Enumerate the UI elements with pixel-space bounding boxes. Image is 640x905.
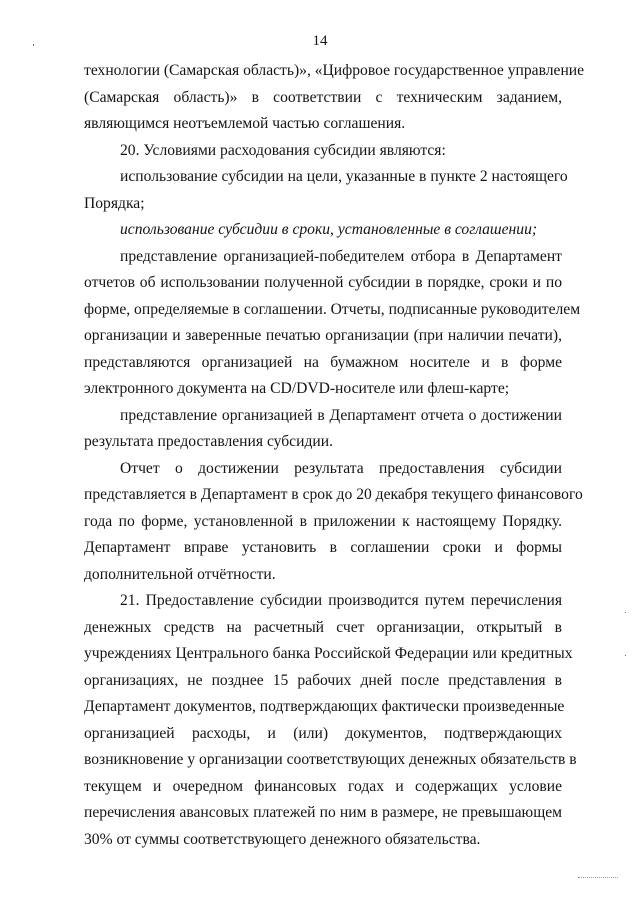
scan-mark bbox=[625, 612, 626, 613]
text-line: использование субсидии на цели, указанные в пункте 2 настоящего bbox=[120, 168, 568, 185]
text-line: отчетов об использовании полученной субсидии в порядке, сроки и по bbox=[84, 274, 562, 291]
text-line: представляется в Департамент в срок до 20 декабря текущего финансового bbox=[84, 486, 583, 503]
text-line: Порядка; bbox=[84, 194, 145, 212]
text-line: Департамент документов, подтверждающих фактически произведенные bbox=[84, 698, 565, 715]
text-line: дополнительной отчётности. bbox=[84, 565, 276, 583]
text-line: года по форме, установленной в приложении к настоящему Порядку. bbox=[84, 512, 562, 530]
scan-edge-rule bbox=[578, 877, 618, 878]
page-number: 14 bbox=[312, 33, 328, 49]
text-line: 21. Предоставление субсидии производится путем перечисления bbox=[120, 592, 562, 609]
text-line: представляются организацией на бумажном носителе и в форме bbox=[84, 353, 562, 371]
text-line: денежных средств на расчетный счет организации, открытый в bbox=[84, 618, 562, 636]
text-line: Департамент вправе установить в соглашении сроки и формы bbox=[84, 539, 562, 556]
text-line: Отчет о достижении результата предоставления субсидии bbox=[120, 459, 562, 477]
scan-mark bbox=[625, 655, 626, 656]
text-line: использование субсидии в сроки, установленные в соглашении; bbox=[120, 221, 538, 238]
text-line: организациях, не позднее 15 рабочих дней после представления в bbox=[84, 671, 562, 689]
text-line: представление организацией-победителем отбора в Департамент bbox=[120, 247, 562, 265]
text-line: результата предоставления субсидии. bbox=[84, 433, 333, 450]
text-line: перечисления авансовых платежей по ним в размере, не превышающем bbox=[84, 804, 562, 821]
text-line: 30% от суммы соответствующего денежного обязательства. bbox=[84, 830, 481, 848]
text-line: технологии (Самарская область)», «Цифровое государственное управление bbox=[84, 62, 585, 79]
text-line: текущем и очередном финансовых годах и содержащих условие bbox=[84, 777, 562, 795]
text-line: организацией расходы, и (или) документов, подтверждающих bbox=[84, 724, 562, 742]
text-line: учреждениях Центрального банка Российской Федерации или кредитных bbox=[84, 645, 573, 662]
document-body bbox=[84, 58, 585, 853]
text-line: электронного документа на CD/DVD-носителе или флеш-карте; bbox=[84, 380, 510, 397]
text-line: организации и заверенные печатью организации (при наличии печати), bbox=[84, 327, 562, 344]
text-line: (Самарская область)» в соответствии с техническим заданием, bbox=[84, 88, 562, 106]
text-line: форме, определяемые в соглашении. Отчеты, подписанные руководителем bbox=[84, 300, 581, 318]
text-line: являющимся неотъемлемой частью соглашения. bbox=[84, 115, 406, 132]
text-line: возникновение у организации соответствующих денежных обязательств в bbox=[84, 751, 577, 768]
text-line: 20. Условиями расходования субсидии являются: bbox=[120, 141, 446, 159]
text-line: представление организацией в Департамент отчета о достижении bbox=[120, 406, 562, 424]
